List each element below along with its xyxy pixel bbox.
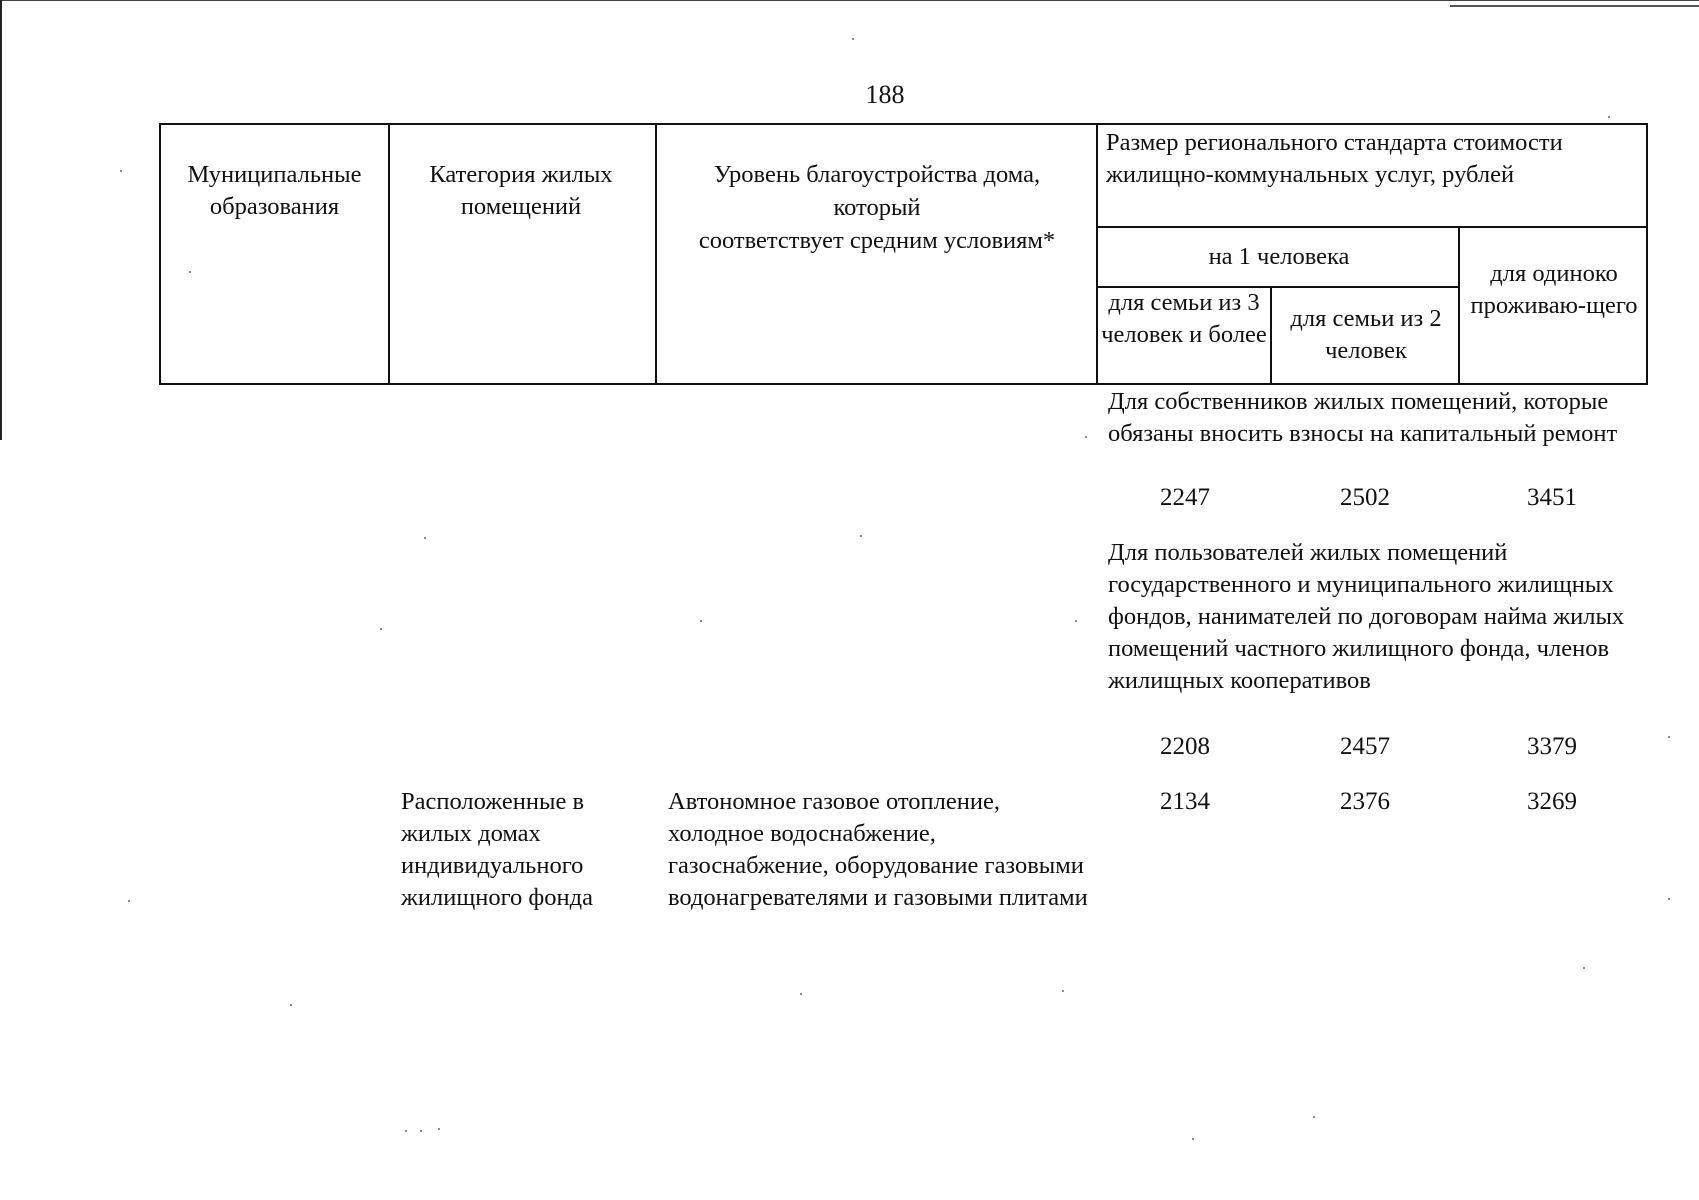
speck [852, 38, 854, 40]
speck [700, 620, 702, 622]
row-value-family3: 2134 [1160, 788, 1210, 815]
col-divider-2 [655, 123, 657, 385]
row-value-single: 3269 [1527, 788, 1577, 815]
scan-edge-top-right [1450, 5, 1699, 7]
speck [1075, 620, 1077, 622]
table-border-bottom [159, 383, 1648, 385]
speck [189, 271, 191, 273]
section-users-value-family2: 2457 [1340, 733, 1390, 760]
table-border-top [159, 123, 1648, 125]
speck [1085, 436, 1087, 438]
speck [420, 1130, 422, 1132]
speck [290, 1004, 292, 1006]
row-value-family2: 2376 [1340, 788, 1390, 815]
table-border-right [1646, 123, 1648, 385]
header-single: для одиноко проживаю-щего [1470, 260, 1638, 319]
header-municipal: Муниципальные образования [187, 161, 362, 220]
header-level-line2: который [833, 194, 921, 221]
scan-edge-top [0, 0, 1699, 1]
speck [1583, 967, 1585, 969]
speck [1668, 898, 1670, 900]
section-owners-value-single: 3451 [1527, 484, 1577, 511]
speck [405, 1130, 407, 1132]
speck [128, 900, 130, 902]
speck [120, 170, 122, 172]
section-users-value-single: 3379 [1527, 733, 1577, 760]
scan-edge-left [0, 0, 2, 440]
header-level-line3: соответствует средним условиям* [698, 227, 1056, 254]
section-owners-label: Для собственников жилых помещений, которые обязаны вносить взносы на капитальный ремонт [1108, 388, 1618, 447]
section-owners-value-family3: 2247 [1160, 484, 1210, 511]
header-family-3: для семьи из 3 человек и более [1101, 289, 1267, 348]
speck [1608, 116, 1610, 118]
speck [1062, 990, 1064, 992]
speck [860, 535, 862, 537]
speck [800, 993, 802, 995]
header-category: Категория жилых помещений [429, 161, 613, 220]
group-underline [1096, 226, 1648, 228]
header-standard-size: Размер регионального стандарта стоимости жилищно-коммунальных услуг, рублей [1106, 129, 1563, 188]
speck [1192, 1138, 1194, 1140]
col-divider-3 [1096, 123, 1098, 385]
header-level-line1: Уровень благоустройства дома, [713, 161, 1041, 188]
col-divider-single [1458, 226, 1460, 385]
section-owners-value-family2: 2502 [1340, 484, 1390, 511]
speck [424, 537, 426, 539]
speck [1668, 736, 1670, 738]
section-users-value-family3: 2208 [1160, 733, 1210, 760]
section-users-label: Для пользователей жилых помещений государственного и муниципального жилищных фондов, нанимателей по договорам найма жилых помещений частного жилищного фонда, членов жилищных кооперативов [1108, 539, 1625, 694]
speck [438, 1128, 440, 1130]
table-border-left [159, 123, 161, 385]
speck [1313, 1116, 1315, 1118]
speck [380, 628, 382, 630]
header-per-person: на 1 человека [1208, 243, 1350, 270]
row-category: Расположенные в жилых домах индивидуального жилищного фонда [401, 788, 593, 911]
row-level: Автономное газовое отопление, холодное водоснабжение, газоснабжение, оборудование газовыми водонагревателями и газовыми плитами [668, 788, 1088, 911]
col-divider-family [1270, 286, 1272, 385]
header-family-2: для семьи из 2 человек [1290, 305, 1442, 364]
col-divider-1 [388, 123, 390, 385]
page-number: 188 [865, 80, 905, 109]
